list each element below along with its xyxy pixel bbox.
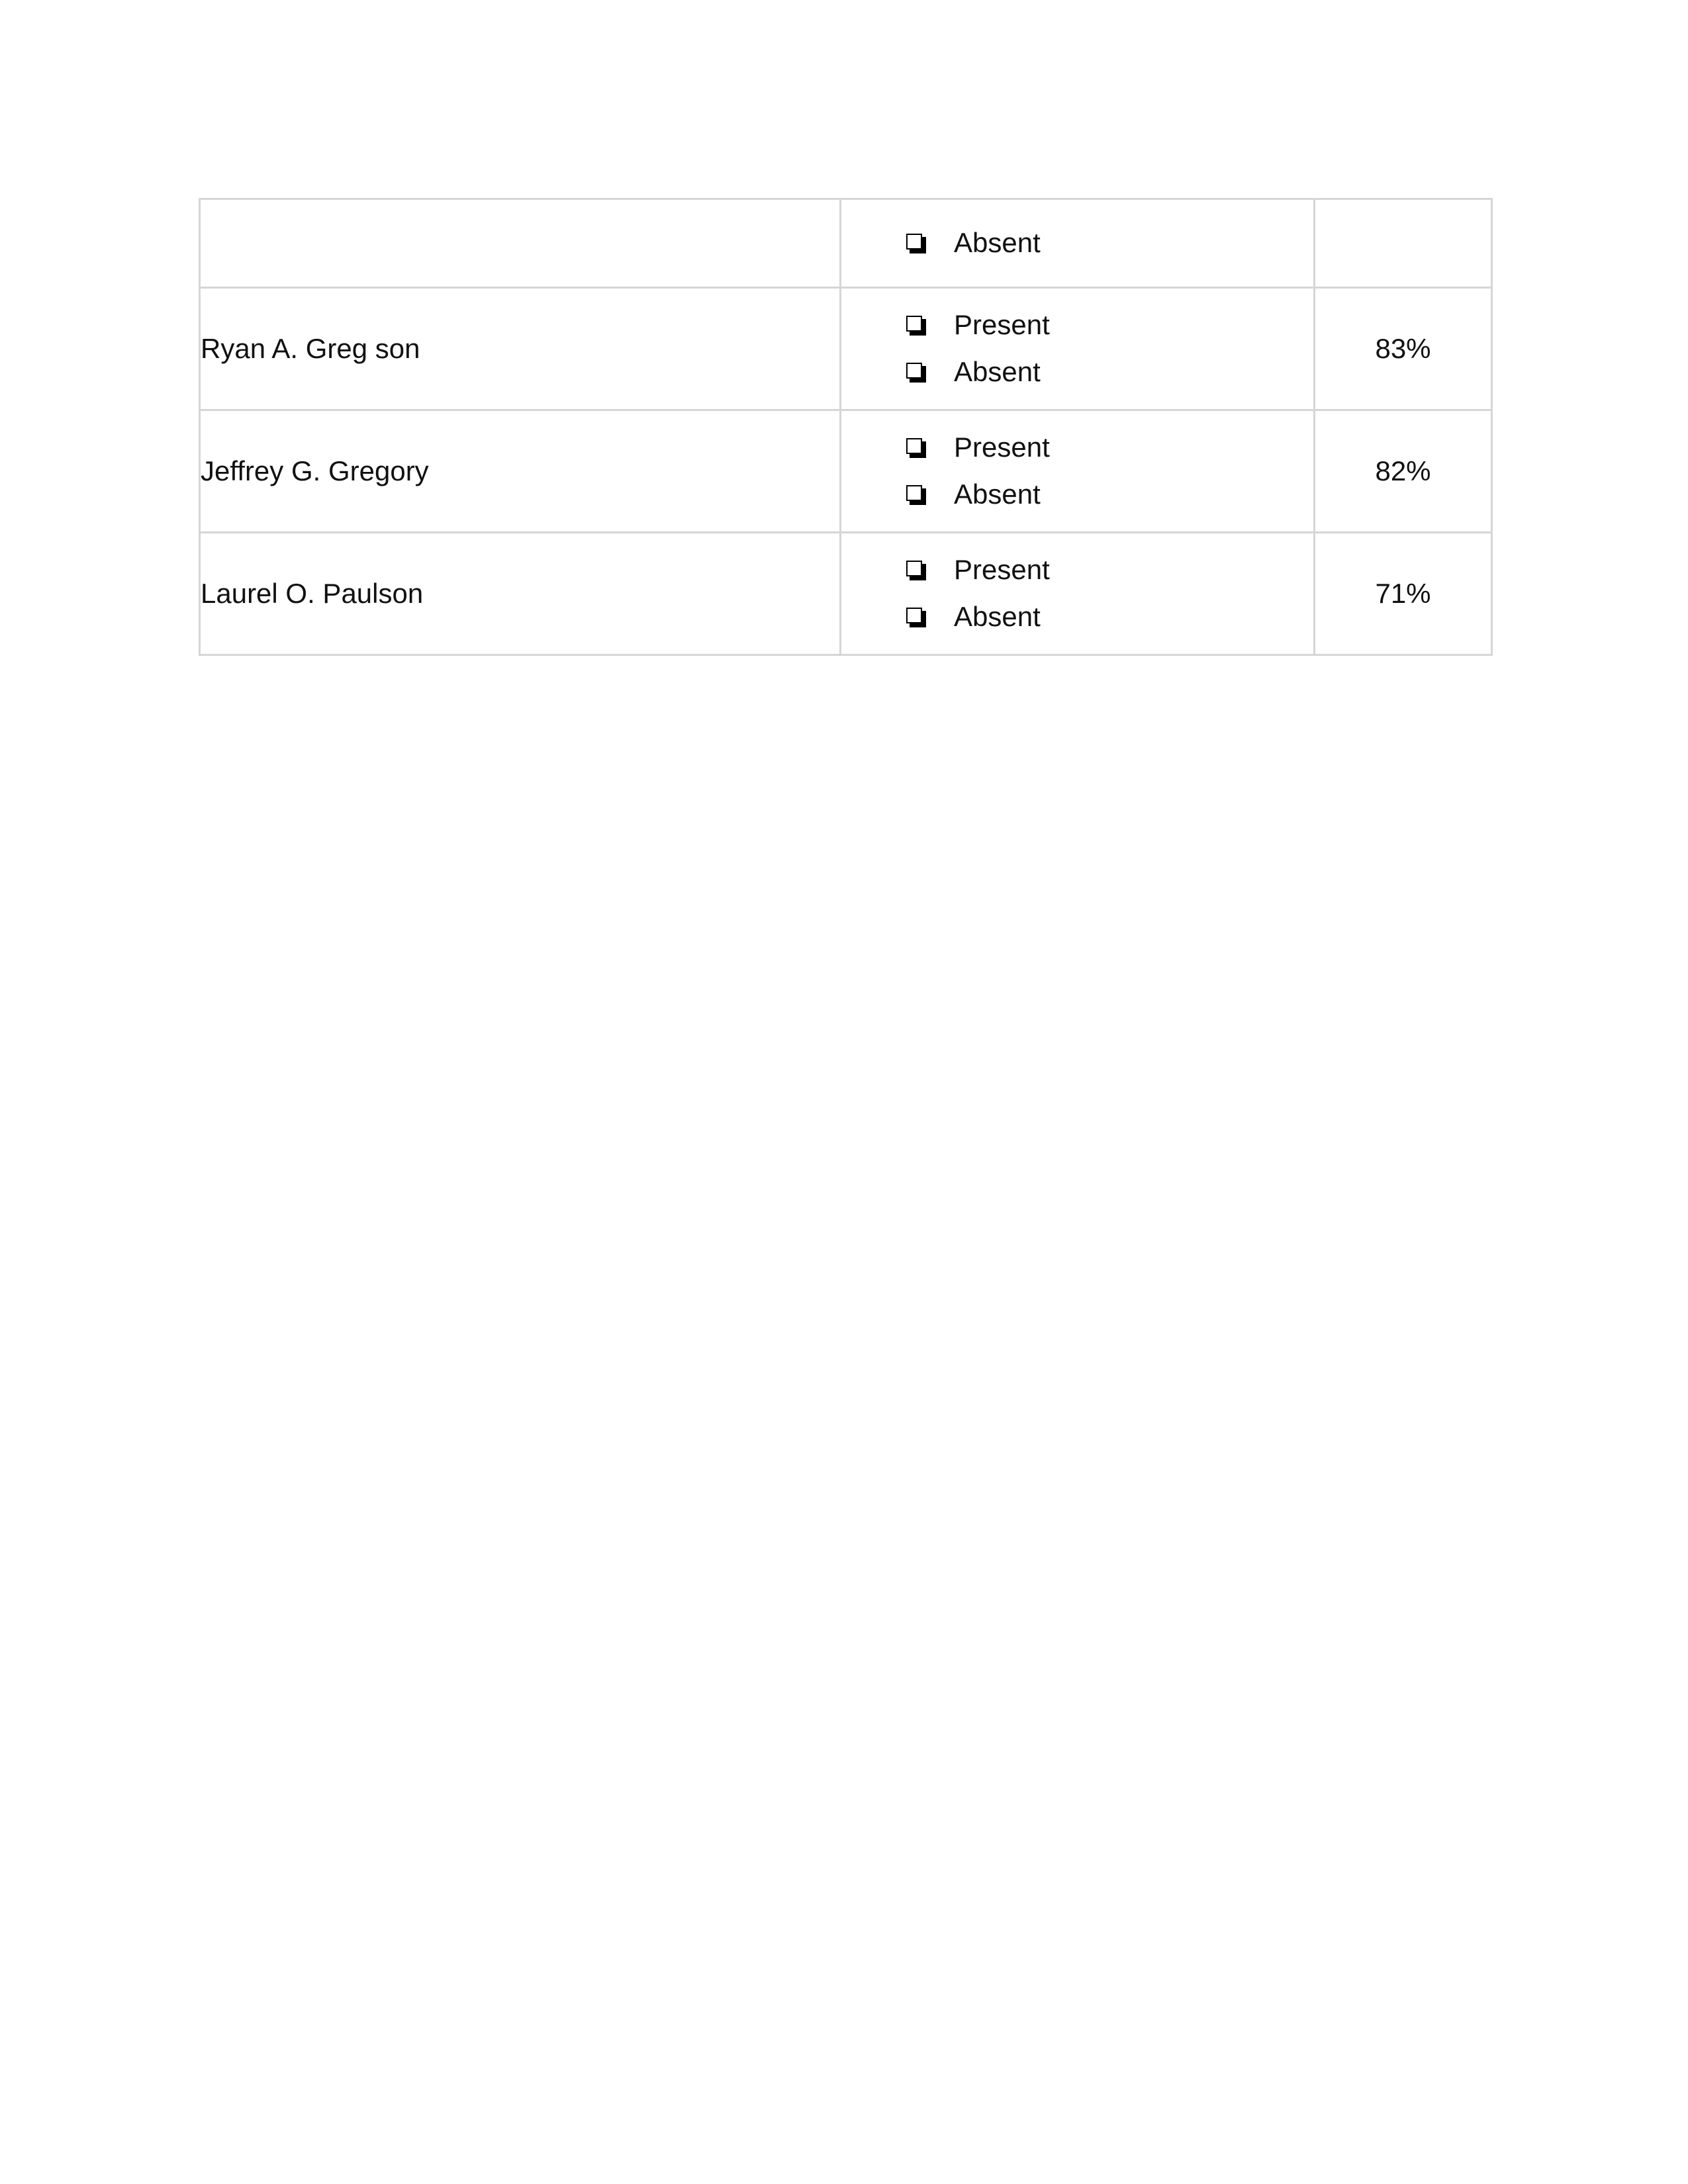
table-row [200, 288, 1492, 410]
table-row [200, 533, 1492, 655]
absent-label: Absent [954, 601, 1041, 633]
present-label: Present [954, 432, 1050, 463]
student-name: Jeffrey G. Gregory [201, 455, 429, 486]
table-row [200, 410, 1492, 533]
status-options [841, 424, 1313, 518]
student-name-cell [200, 288, 841, 410]
checkbox-icon[interactable] [906, 438, 926, 458]
student-name-cell [200, 199, 841, 288]
checkbox-icon[interactable] [906, 363, 926, 383]
status-options [841, 547, 1313, 641]
checkbox-icon[interactable] [906, 316, 926, 336]
absent-option[interactable] [906, 594, 1313, 641]
status-options [841, 220, 1313, 267]
percentage-cell [1315, 288, 1492, 410]
absent-option[interactable] [906, 349, 1313, 396]
percentage-cell [1315, 199, 1492, 288]
checkbox-icon[interactable] [906, 234, 926, 253]
status-cell [841, 288, 1315, 410]
checkbox-icon[interactable] [906, 608, 926, 627]
student-name-cell [200, 410, 841, 533]
absent-label: Absent [954, 227, 1041, 259]
student-name: Ryan A. Greg son [201, 332, 420, 364]
student-name-cell [200, 533, 841, 655]
attendance-percentage: 82% [1375, 455, 1431, 486]
present-option[interactable] [906, 547, 1313, 594]
present-label: Present [954, 309, 1050, 341]
present-option[interactable] [906, 302, 1313, 349]
attendance-table [199, 198, 1493, 656]
percentage-cell [1315, 533, 1492, 655]
status-cell [841, 199, 1315, 288]
attendance-percentage: 83% [1375, 332, 1431, 364]
attendance-percentage: 71% [1375, 577, 1431, 609]
present-label: Present [954, 554, 1050, 586]
status-cell [841, 410, 1315, 533]
checkbox-icon[interactable] [906, 561, 926, 580]
absent-option[interactable] [906, 471, 1313, 518]
present-option[interactable] [906, 424, 1313, 471]
status-options [841, 302, 1313, 396]
checkbox-icon[interactable] [906, 485, 926, 505]
table-row-continued [200, 199, 1492, 288]
absent-label: Absent [954, 478, 1041, 510]
absent-label: Absent [954, 356, 1041, 388]
absent-option[interactable] [906, 220, 1313, 267]
student-name: Laurel O. Paulson [201, 577, 424, 609]
status-cell [841, 533, 1315, 655]
percentage-cell [1315, 410, 1492, 533]
